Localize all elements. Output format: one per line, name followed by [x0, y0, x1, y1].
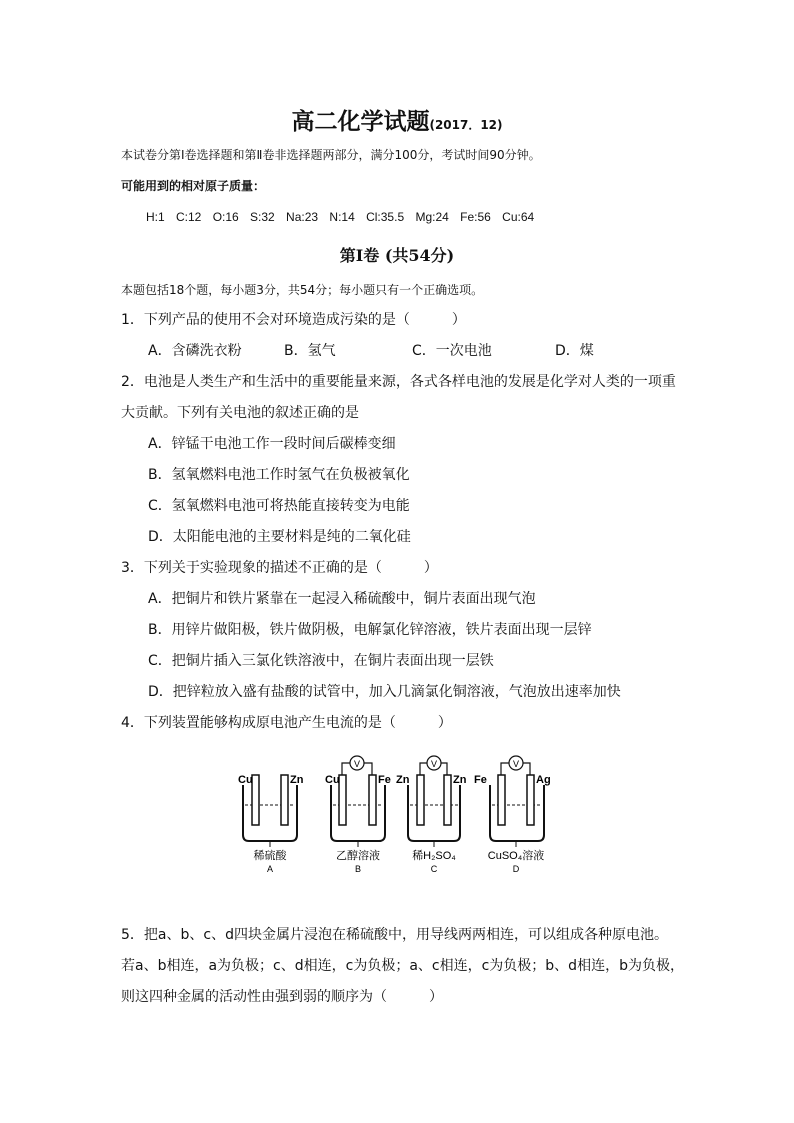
- electrode-right-label-c: Zn: [453, 774, 467, 786]
- question-3-option-b: B．用锌片做阳极，铁片做阴极，电解氯化锌溶液，铁片表面出现一层锌: [148, 622, 592, 638]
- question-2-option-d: D．太阳能电池的主要材料是纯的二氧化硅: [148, 529, 411, 545]
- wire-right-c: [441, 763, 447, 775]
- question-2-option-b: B．氢氧燃料电池工作时氢气在负极被氧化: [148, 467, 410, 483]
- question-3-option-d: D．把锌粒放入盛有盐酸的试管中，加入几滴氯化铜溶液，气泡放出速率加快: [148, 684, 621, 700]
- question-5-stem-line-1: 5．把a、b、c、d四块金属片浸泡在稀硫酸中，用导线两两相连，可以组成各种原电池。: [121, 927, 668, 943]
- question-1-stem: 1．下列产品的使用不会对环境造成污染的是（ ）: [121, 312, 466, 328]
- question-2-stem-line-2: 大贡献。下列有关电池的叙述正确的是: [121, 405, 359, 421]
- wire-left-c: [420, 763, 427, 775]
- question-1-option-d: D．煤: [555, 343, 594, 359]
- section-heading: 第Ⅰ卷 (共54分): [339, 246, 455, 265]
- question-2-option-c: C．氢氧燃料电池可将热能直接转变为电能: [148, 498, 410, 514]
- question-4-stem: 4．下列装置能够构成原电池产生电流的是（ ）: [121, 715, 452, 731]
- voltmeter-label-c: V: [430, 759, 438, 769]
- electrode-right-label-a: Zn: [290, 774, 304, 786]
- cell-b: [325, 756, 391, 874]
- wire-right-d: [523, 763, 530, 775]
- electrode-right-c: [444, 775, 451, 825]
- question-1-option-b: B．氢气: [284, 343, 336, 359]
- question-3-option-a: A．把铜片和铁片紧靠在一起浸入稀硫酸中，铜片表面出现气泡: [148, 591, 536, 607]
- galvanic-cell-figure: [228, 755, 558, 875]
- question-5-stem-line-2: 若a、b相连，a为负极；c、d相连，c为负极；a、c相连，c为负极；b、d相连，b为负极，: [121, 958, 684, 974]
- electrode-left-c: [417, 775, 424, 825]
- cell-letter-d: D: [512, 864, 520, 874]
- voltmeter-label-d: V: [512, 759, 520, 769]
- beaker-c: [408, 785, 460, 841]
- section-instruction: 本题包括18个题，每小题3分，共54分；每小题只有一个正确选项。: [121, 283, 484, 297]
- cell-letter-a: A: [266, 864, 274, 874]
- electrode-left-b: [339, 775, 346, 825]
- atomic-mass-list: H:1 C:12 O:16 S:32 Na:23 N:14 Cl:35.5 Mg:24 Fe:56 Cu:64: [146, 210, 535, 224]
- question-1-option-a: A．含磷洗衣粉: [148, 343, 242, 359]
- question-2-stem-line-1: 2．电池是人类生产和生活中的重要能量来源，各式各样电池的发展是化学对人类的一项重: [121, 374, 676, 390]
- electrode-left-d: [498, 775, 505, 825]
- solution-label-d: CuSO₄溶液: [487, 850, 545, 862]
- electrode-right-label-b: Fe: [378, 774, 391, 786]
- question-1-option-c: C．一次电池: [412, 343, 492, 359]
- cell-d: [474, 756, 551, 874]
- solution-label-a: 稀硫酸: [253, 850, 287, 862]
- cell-a: [238, 774, 304, 874]
- atomic-mass-heading: 可能用到的相对原子质量：: [121, 179, 266, 193]
- electrode-right-b: [369, 775, 376, 825]
- cell-letter-b: B: [354, 864, 362, 874]
- electrode-left-label-b: Cu: [325, 774, 340, 786]
- beaker-a: [243, 785, 297, 841]
- question-5-stem-line-3: 则这四种金属的活动性由强到弱的顺序为（ ）: [121, 989, 443, 1005]
- wire-right-b: [364, 763, 372, 775]
- exam-intro: 本试卷分第Ⅰ卷选择题和第Ⅱ卷非选择题两部分，满分100分，考试时间90分钟。: [121, 148, 541, 162]
- wire-left-d: [501, 763, 509, 775]
- electrode-left-a: [252, 775, 259, 825]
- electrode-right-label-d: Ag: [536, 774, 551, 786]
- electrode-left-label-c: Zn: [396, 774, 410, 786]
- solution-label-b: 乙醇溶液: [336, 850, 380, 862]
- question-3-option-c: C．把铜片插入三氯化铁溶液中，在铜片表面出现一层铁: [148, 653, 494, 669]
- cell-c: [396, 756, 467, 874]
- title-main: 高二化学试题: [291, 108, 430, 135]
- electrode-left-label-a: Cu: [238, 774, 253, 786]
- voltmeter-label-b: V: [353, 759, 361, 769]
- cell-letter-c: C: [430, 864, 438, 874]
- exam-title: [0, 103, 794, 136]
- solution-label-c: 稀H₂SO₄: [412, 850, 456, 862]
- electrode-right-d: [527, 775, 534, 825]
- wire-left-b: [342, 763, 350, 775]
- title-date: (2017．12): [429, 118, 503, 132]
- electrode-right-a: [281, 775, 288, 825]
- question-3-stem: 3．下列关于实验现象的描述不正确的是（ ）: [121, 560, 438, 576]
- electrode-left-label-d: Fe: [474, 774, 487, 786]
- question-2-option-a: A．锌锰干电池工作一段时间后碳棒变细: [148, 436, 396, 452]
